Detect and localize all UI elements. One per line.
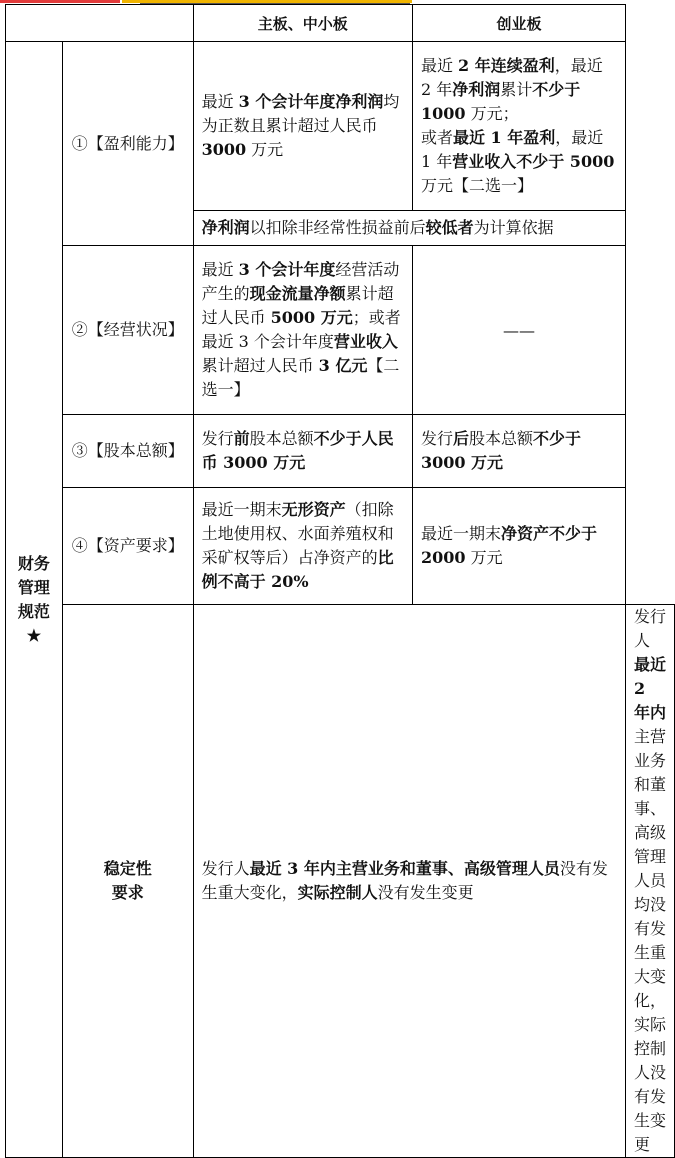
text-segment: 3 个会计年度净利润: [238, 92, 384, 111]
text-segment: 比例不高于 20%: [201, 548, 394, 591]
label-line: ★: [26, 625, 42, 645]
header-main-board: 主板、中小板: [193, 5, 412, 42]
text-segment: 为计算依据: [473, 218, 554, 237]
text-segment: 5000 万元: [270, 308, 353, 327]
text-segment: 股本总额: [468, 429, 533, 448]
text-segment: 累计超过人民币: [201, 356, 319, 375]
header-blank-cell: [6, 5, 194, 42]
header-gem-board: 创业板: [412, 5, 625, 42]
text-segment: 前: [233, 429, 250, 448]
text-segment: 最近一期末: [420, 524, 501, 543]
text-segment: 净利润: [201, 218, 250, 237]
text-segment: 最近: [201, 92, 239, 111]
text-segment: 经营活动产生的: [201, 260, 400, 303]
text-segment: 最近: [420, 56, 459, 75]
assets-gem-text: [412, 488, 625, 605]
text-segment: 营业收入不少于 5000: [452, 152, 615, 171]
strip-red-segment: [0, 0, 120, 3]
text-segment: 累计超过人民币: [201, 284, 394, 327]
text-segment: 营业收入: [333, 332, 398, 351]
profit-main-text: [193, 42, 412, 211]
text-segment: 不少于 3000 万元: [420, 429, 582, 472]
text-segment: 无形资产: [281, 500, 346, 519]
text-segment: ，最近 1 年: [420, 128, 604, 171]
text-segment: ；或者最近 3 个会计年度: [201, 308, 401, 351]
stability-main-text: [193, 605, 625, 1158]
text-segment: 最近 2 年内: [634, 655, 667, 722]
text-segment: 最近: [201, 260, 239, 279]
text-segment: 股本总额: [249, 429, 314, 448]
label-line: 规范: [17, 601, 50, 621]
text-segment: 没有发生重大变化，: [201, 859, 608, 902]
listing-requirements-table: [5, 4, 675, 1158]
text-segment: 净利润: [452, 80, 501, 99]
text-segment: 万元: [465, 548, 503, 567]
text-segment: 【二选一】: [201, 356, 400, 399]
text-segment: 最近 1 年盈利: [452, 128, 556, 147]
text-segment: 较低者: [425, 218, 474, 237]
row-profit: [6, 42, 675, 211]
operation-gem-dash: ——: [412, 246, 625, 415]
capital-gem-text: [412, 415, 625, 488]
text-segment: 现金流量净额: [249, 284, 346, 303]
category-finance-label: [6, 42, 63, 1158]
header-row: [6, 5, 675, 42]
text-segment: 不少于 1000: [420, 80, 581, 123]
sub-operation-label: ②【经营状况】: [62, 246, 193, 415]
text-segment: 最近一期末: [201, 500, 282, 519]
row-stability: [6, 605, 675, 1158]
stability-gem-text: [626, 605, 675, 1158]
label-line: 稳定性: [103, 859, 152, 878]
capital-main-text: [193, 415, 412, 488]
text-segment: 万元: [246, 140, 284, 159]
text-segment: 3000: [201, 140, 247, 159]
text-segment: 没有发生变更: [377, 883, 474, 902]
text-segment: 3 个会计年度: [238, 260, 336, 279]
sub-capital-label: ③【股本总额】: [62, 415, 193, 488]
text-segment: 累计: [500, 80, 533, 99]
text-segment: 或者: [420, 128, 453, 147]
sub-profit-label: ①【盈利能力】: [62, 42, 193, 246]
assets-main-text: [193, 488, 412, 605]
category-stability-label: [62, 605, 193, 1158]
text-segment: 后: [452, 429, 469, 448]
text-segment: 2 年连续盈利: [458, 56, 555, 75]
label-line: 要求: [111, 883, 144, 902]
profit-gem-text: [412, 42, 625, 211]
text-segment: 均为正数且累计超过人民币: [201, 92, 400, 135]
text-segment: 主营业务和董事、高级管理人员均没有发生重大变化，实际控制人没有发生变更: [634, 727, 667, 1154]
text-segment: 发行人: [634, 607, 667, 650]
text-segment: 净资产不少于 2000: [420, 524, 597, 567]
row-assets: [6, 488, 675, 605]
text-segment: 发行: [201, 429, 234, 448]
text-segment: 不少于人民币 3000 万元: [201, 429, 394, 472]
text-segment: 最近 3 年内主营业务和董事、高级管理人员: [249, 859, 560, 878]
text-segment: （扣除土地使用权、水面养殖权和采矿权等后）占净资产的: [201, 500, 394, 567]
text-segment: 3 亿元: [318, 356, 368, 375]
label-line: 管理: [17, 577, 50, 597]
label-line: 财务: [17, 553, 50, 573]
text-segment: ，最近 2 年: [420, 56, 603, 99]
text-segment: 万元【二选一】: [420, 176, 533, 195]
row-operation: [6, 246, 675, 415]
text-segment: 发行: [420, 429, 453, 448]
profit-note-text: [193, 211, 625, 246]
row-capital: [6, 415, 675, 488]
text-segment: 以扣除非经常性损益前后: [249, 218, 426, 237]
text-segment: 实际控制人: [297, 883, 378, 902]
text-segment: 万元；: [465, 104, 519, 123]
operation-main-text: [193, 246, 412, 415]
text-segment: 发行人: [201, 859, 250, 878]
sub-assets-label: ④【资产要求】: [62, 488, 193, 605]
